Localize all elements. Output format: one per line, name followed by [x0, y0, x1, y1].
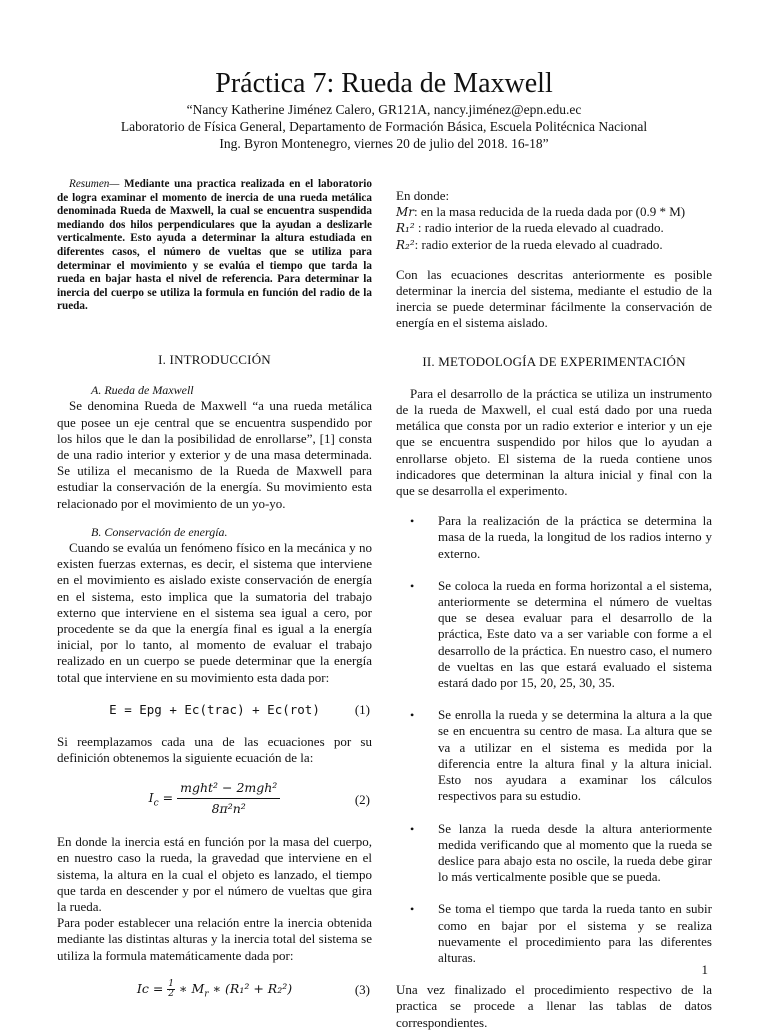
equation-3-denominator: 2: [168, 988, 175, 999]
paragraph-conservacion: Cuando se evalúa un fenómeno físico en la mecánica y no existen fuerzas externas, es decir, el sistema que interviene en el movimiento es aislado existe conservación de energía en el sistema, esto implica que la sumatoria del trabajo externo que interviene en el sistema sea igual a cero, por procedente se da que la energía final es igual a la energía inicial, por lo tanto, al momento de evaluar el trabajo realizado en un cuerpo se puede determinar que la energía total que interviene en su movimiento esta dada por:: [57, 539, 372, 685]
definition-r2-text: : radio exterior de la rueda elevado al cuadrado.: [414, 236, 663, 252]
paragraph-final: Una vez finalizado el procedimiento respectivo de la practica se procede a llenar las tablas de datos correspondientes.: [396, 982, 712, 1030]
equation-3-numerator: 1: [168, 978, 175, 989]
definition-r1-symbol: R₁²: [396, 221, 415, 236]
equation-1: [57, 698, 372, 724]
definition-mr-text: : en la masa reducida de la rueda dada por (0.9 * M): [414, 204, 686, 220]
list-item-text: Para la realización de la práctica se determina la masa de la rueda, la longitud de los radios interno y externo.: [438, 513, 712, 561]
bullet-glyph: •: [410, 514, 415, 529]
right-column: [396, 188, 712, 1031]
donde-label: En donde:: [396, 188, 450, 203]
definition-r1-text: : radio interior de la rueda elevado al cuadrado.: [414, 220, 664, 236]
list-item: [396, 513, 712, 562]
definition-r2-symbol: R₂²: [396, 237, 415, 252]
author-block: [0, 101, 768, 152]
instructor-line: Ing. Byron Montenegro, viernes 20 de julio del 2018. 16-18”: [219, 136, 549, 151]
equation-2-equals: =: [162, 790, 178, 806]
equation-2-number: (2): [354, 792, 370, 808]
page-number: 1: [701, 962, 708, 977]
definition-r1: [396, 220, 712, 236]
list-item: [396, 707, 712, 804]
equation-1-number: (1): [354, 701, 370, 717]
paper-title: Práctica 7: Rueda de Maxwell: [215, 68, 553, 99]
bullet-glyph: •: [410, 578, 415, 593]
subsection-heading-rueda: A. Rueda de Maxwell: [91, 383, 194, 398]
list-item: [396, 578, 712, 691]
equation-3-lhs: Ic =: [136, 980, 164, 996]
equation-2-body: [57, 780, 372, 817]
subsection-heading-conservacion: B. Conservación de energía.: [91, 524, 228, 539]
section-heading-introduccion: I. INTRODUCCIÓN: [158, 351, 271, 367]
definition-mr: [396, 204, 712, 220]
bullet-glyph: •: [410, 902, 415, 917]
equation-3-body: [57, 980, 372, 1003]
list-item-text: Se lanza la rueda desde la altura anteriormente medida verificando que al momento que la rueda se deslice para abajo esta no oscile, la rueda debe girar lo más verticalmente posible que se pueda.: [438, 820, 712, 885]
paragraph-inercia: En donde la inercia está en función por la masa del cuerpo, en nuestro caso la rueda, la gravedad que interviene en el sistema, la altura en la cual el objeto es lanzado, el tiempo que tarda en descender y por el número de vueltas que gira la rueda.: [57, 834, 372, 915]
list-item-text: Se enrolla la rueda y se determina la altura a la que se en encuentra su centro de masa. La altura que se va a utilizar en el sistema es medida por la diferencia entre la altura final y la altura inicial. Esto nos ayudara a examinar los cálculos respectivos para su estudio.: [438, 707, 712, 804]
equation-3-rhs-sub: r: [204, 989, 209, 1000]
equation-2-lhs-sub: c: [153, 798, 159, 809]
paragraph-relacion: Para poder establecer una relación entre la inercia obtenida mediante las distintas alturas y la inercia total del sistema se utiliza la formula matemáticamente dada por:: [57, 915, 372, 963]
abstract: [57, 178, 372, 314]
author-line: “Nancy Katherine Jiménez Calero, GR121A, nancy.jiménez@epn.edu.ec: [186, 102, 582, 117]
bullet-glyph: •: [410, 708, 415, 723]
paragraph-rueda: Se denomina Rueda de Maxwell “a una rueda metálica que posee un eje central que se encuentra suspendido por los hilos que le dan la posibilidad de enrollarse”, [1] consta de una radio interior y exterior y de una masa determinada. Se utiliza el mecanismo de la Rueda de Maxwell para estudiar la conservación de la energía. Su movimiento esta relacionado por el movimiento de un yo-yo.: [57, 398, 372, 511]
paragraph-ecuaciones: Con las ecuaciones descritas anteriormente es posible determinar la inercia del sistema, mediante el estudio de la inercia se puede determinar fácilmente la conservación de energía en el sistema aislado.: [396, 266, 712, 331]
equation-2-fraction: [177, 780, 280, 817]
equation-2-numerator: mght² − 2mgh²: [177, 780, 280, 799]
list-item-text: Se coloca la rueda en forma horizontal a el sistema, anteriormente se determina el número de vueltas que se desea evaluar para el desarrollo de la práctica, Este dato va a ser variable con forme a el desarrollo de la práctica. En nuestro caso, el numero de vueltas en las que estará evaluado el sistema estará dado por 15, 20, 25, 30, 35.: [438, 577, 712, 691]
affiliation-line: Laboratorio de Física General, Departamento de Formación Básica, Escuela Politécnica Nacional: [120, 119, 648, 134]
list-item-text: Se toma el tiempo que tarda la rueda tanto en subir como en bajar por el sistema y se realiza nuevamente el procedimiento para las diferentes alturas.: [438, 901, 712, 965]
definition-r2: [396, 237, 712, 253]
equation-3: [57, 978, 372, 1004]
paragraph-metodologia: Para el desarrollo de la práctica se utiliza un instrumento de la rueda de Maxwell, el cual está dado por una rueda metálica que consta por un radio exterior e interior y un eje que se encuentra suspendido por hilos que lo ayudan a enrollarse objeto. El sistema de la rueda contiene unos indicadores que determinan la altura inicial y final con la que se desarrolla el experimento.: [396, 385, 712, 499]
section-heading-metodologia: II. METODOLOGÍA DE EXPERIMENTACIÓN: [422, 353, 686, 369]
left-column: [57, 178, 372, 1004]
procedure-list: [396, 513, 712, 966]
list-item: [396, 821, 712, 886]
equation-2: [57, 778, 372, 822]
equation-2-denominator: 8π²n²: [211, 801, 246, 817]
definition-mr-symbol: Mr: [396, 205, 415, 220]
list-item: [396, 901, 712, 966]
paragraph-reemplazo: Si reemplazamos cada una de las ecuaciones por su definición obtenemos la siguiente ecuación de la:: [57, 733, 372, 765]
equation-3-fraction: [167, 980, 175, 999]
bullet-glyph: •: [410, 821, 415, 836]
equation-2-lhs: I: [148, 790, 154, 806]
equation-3-rhs: ∗ M: [179, 980, 205, 996]
equation-1-body: E = Epg + Ec(trac) + Ec(rot): [109, 701, 320, 717]
abstract-text: Mediante una practica realizada en el laboratorio de logra examinar el momento de inercia de una rueda metálica denominada Rueda de Maxwell, la cual se encuentra suspendida mediando dos hilos perpendiculares que la ayudan a deslizarle verticalmente. Esto ayuda a determinar la altura estudiada en diferentes casos, el número de vueltas que se utiliza para determinar el movimiento y se evalúa el tiempo que tarda la rueda en bajar hasta el nivel de referencia. Para determinar la inercia del cuerpo se utiliza la formula en función del radio de la rueda.: [57, 178, 373, 313]
equation-3-tail: ∗ (R₁² + R₂²): [212, 980, 293, 996]
abstract-lead: Resumen—: [69, 178, 120, 190]
equation-3-number: (3): [354, 981, 370, 997]
